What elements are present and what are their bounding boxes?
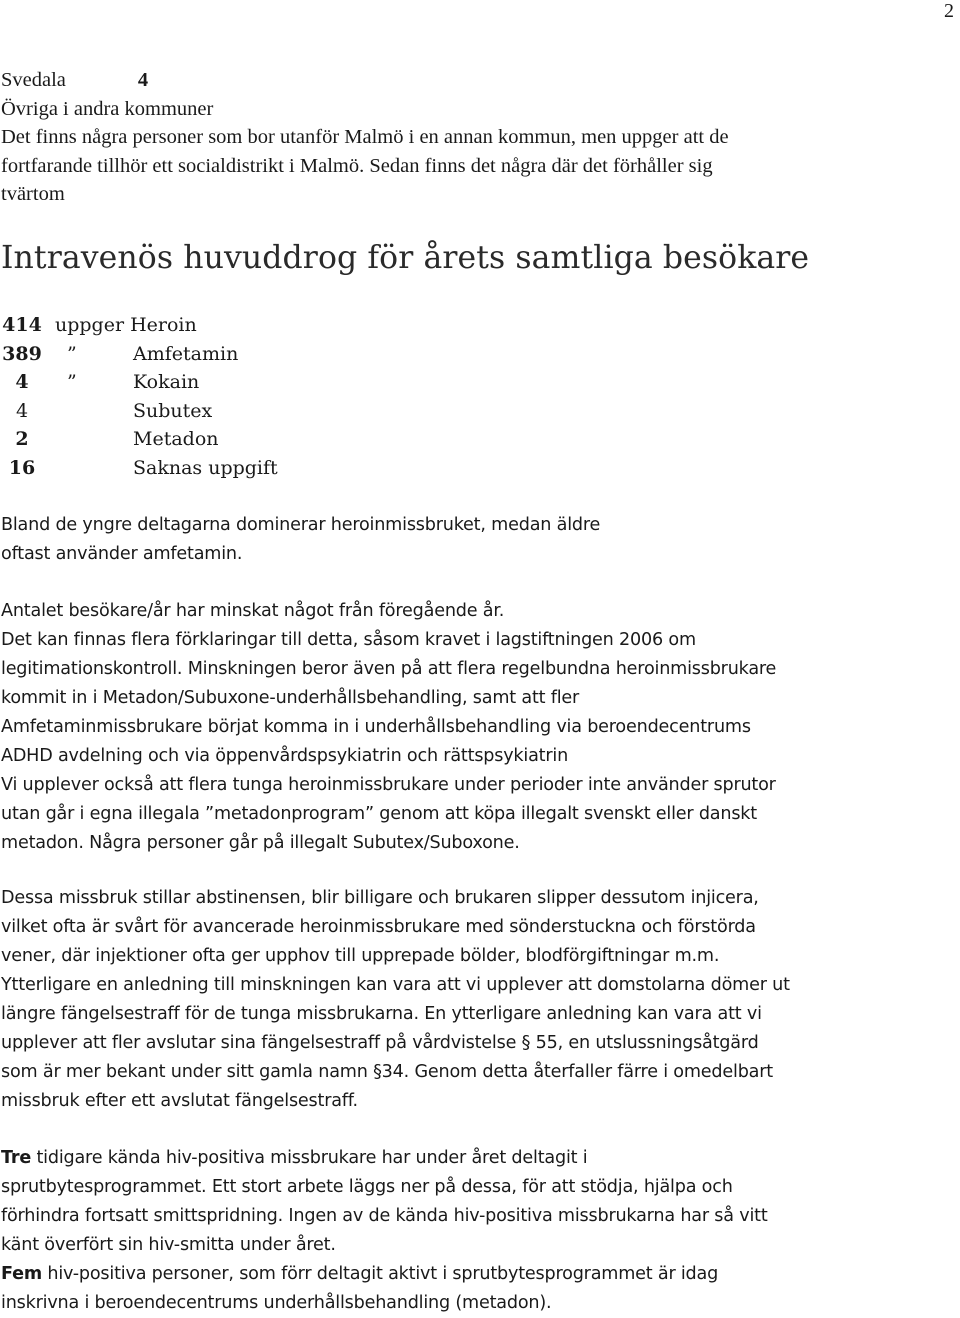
drug-count: 4 <box>15 371 29 394</box>
drug-label: uppger Heroin <box>55 314 197 336</box>
paragraph-abstinence <box>1 884 956 1116</box>
paragraph-line: legitimationskontroll. Minskningen beror även på att flera regelbundna heroinmissbrukare <box>1 659 777 679</box>
drug-count: 414 <box>2 314 42 336</box>
intro-paragraph-line: tvärtom <box>1 183 65 206</box>
drug-label: Kokain <box>133 371 200 394</box>
svedala-row <box>1 66 956 95</box>
paragraph-line: inskrivna i beroendecentrums underhållsbehandling (metadon). <box>1 1293 552 1313</box>
paragraph-line: som är mer bekant under sitt gamla namn §34. Genom detta återfaller färre i omedelbart <box>1 1062 773 1082</box>
paragraph-line: vilket ofta är svårt för avancerade heroinmissbrukare med sönderstuckna och förstörda <box>1 917 756 937</box>
paragraph-line: Dessa missbruk stillar abstinensen, blir billigare och brukaren slipper dessutom injicera, <box>1 888 759 908</box>
paragraph-line: Det kan finnas flera förklaringar till detta, såsom kravet i lagstiftningen 2006 om <box>1 630 696 650</box>
paragraph-decrease <box>1 597 956 858</box>
other-municipalities-label: Övriga i andra kommuner <box>1 97 214 120</box>
paragraph-line: upplever att fler avslutar sina fängelsestraff på vårdvistelse § 55, en utslussningsåtgärd <box>1 1033 759 1053</box>
paragraph-line: vener, där injektioner ofta ger upphov till upprepade bölder, blodförgiftningar m.m. <box>1 946 720 966</box>
paragraph-line: Ytterligare en anledning till minskningen kan vara att vi upplever att domstolarna dömer ut <box>1 975 790 995</box>
drug-count: 16 <box>8 456 36 479</box>
paragraph-line: Vi upplever också att flera tunga heroinmissbrukare under perioder inte använder sprutor <box>1 775 776 795</box>
paragraph-line: Bland de yngre deltagarna dominerar heroinmissbruket, medan äldre <box>1 515 601 535</box>
svedala-value: 4 <box>137 69 149 91</box>
paragraph-line: kommit in i Metadon/Subuxone-underhållsbehandling, samt att fler <box>1 688 580 708</box>
paragraph-line: Antalet besökare/år har minskat något från föregående år. <box>1 601 505 621</box>
emphasis-number: Tre <box>1 1148 32 1168</box>
intro-paragraph-line: fortfarande tillhör ett socialdistrikt i Malmö. Sedan finns det några där det förhåller sig <box>1 154 713 177</box>
paragraph-line: förhindra fortsatt smittspridning. Ingen av de kända hiv-positiva missbrukarna har så vitt <box>1 1206 768 1226</box>
paragraph-line: Amfetaminmissbrukare börjat komma in i underhållsbehandling via beroendecentrums <box>1 717 751 737</box>
paragraph-line: sprutbytesprogrammet. Ett stort arbete läggs ner på dessa, för att stödja, hjälpa och <box>1 1177 733 1197</box>
paragraph-line: längre fängelsestraff för de tunga missbrukarna. En ytterligare anledning kan vara att vi <box>1 1004 762 1024</box>
paragraph-line: oftast använder amfetamin. <box>1 544 243 564</box>
drug-count: 389 <box>2 342 42 365</box>
paragraph-age-groups <box>1 511 956 569</box>
drug-count: 2 <box>15 428 29 451</box>
paragraph-line <box>1 1260 956 1289</box>
paragraph-line-rest: tidigare kända hiv-positiva missbrukare har under året deltagit i <box>31 1148 588 1168</box>
paragraph-line: utan går i egna illegala ”metadonprogram” genom att köpa illegalt svenskt eller danskt <box>1 804 757 824</box>
intro-section <box>1 66 956 209</box>
paragraph-line: ADHD avdelning och via öppenvårdspsykiatrin och rättspsykiatrin <box>1 746 569 766</box>
paragraph-line <box>1 1144 956 1173</box>
drug-label: Subutex <box>133 399 213 422</box>
paragraph-line: känt överfört sin hiv-smitta under året. <box>1 1235 336 1255</box>
drug-label: Amfetamin <box>133 342 239 365</box>
ditto-mark: ” <box>67 342 77 365</box>
ditto-mark: ” <box>67 371 77 394</box>
paragraph-line: missbruk efter ett avslutat fängelsestraff. <box>1 1091 358 1111</box>
intro-paragraph-line: Det finns några personer som bor utanför Malmö i en annan kommun, men uppger att de <box>1 126 729 149</box>
drug-label: Metadon <box>133 428 219 451</box>
page-number: 2 <box>944 0 954 22</box>
emphasis-number: Fem <box>1 1264 42 1284</box>
drug-count: 4 <box>15 399 29 422</box>
drug-label: Saknas uppgift <box>133 456 278 479</box>
paragraph-line-rest: hiv-positiva personer, som förr deltagit aktivt i sprutbytesprogrammet är idag <box>41 1264 719 1284</box>
section-heading: Intravenös huvuddrog för årets samtliga besökare <box>1 240 810 276</box>
svedala-label: Svedala <box>1 69 66 91</box>
paragraph-hiv <box>1 1144 956 1318</box>
paragraph-line: metadon. Några personer går på illegalt Subutex/Suboxone. <box>1 833 520 853</box>
